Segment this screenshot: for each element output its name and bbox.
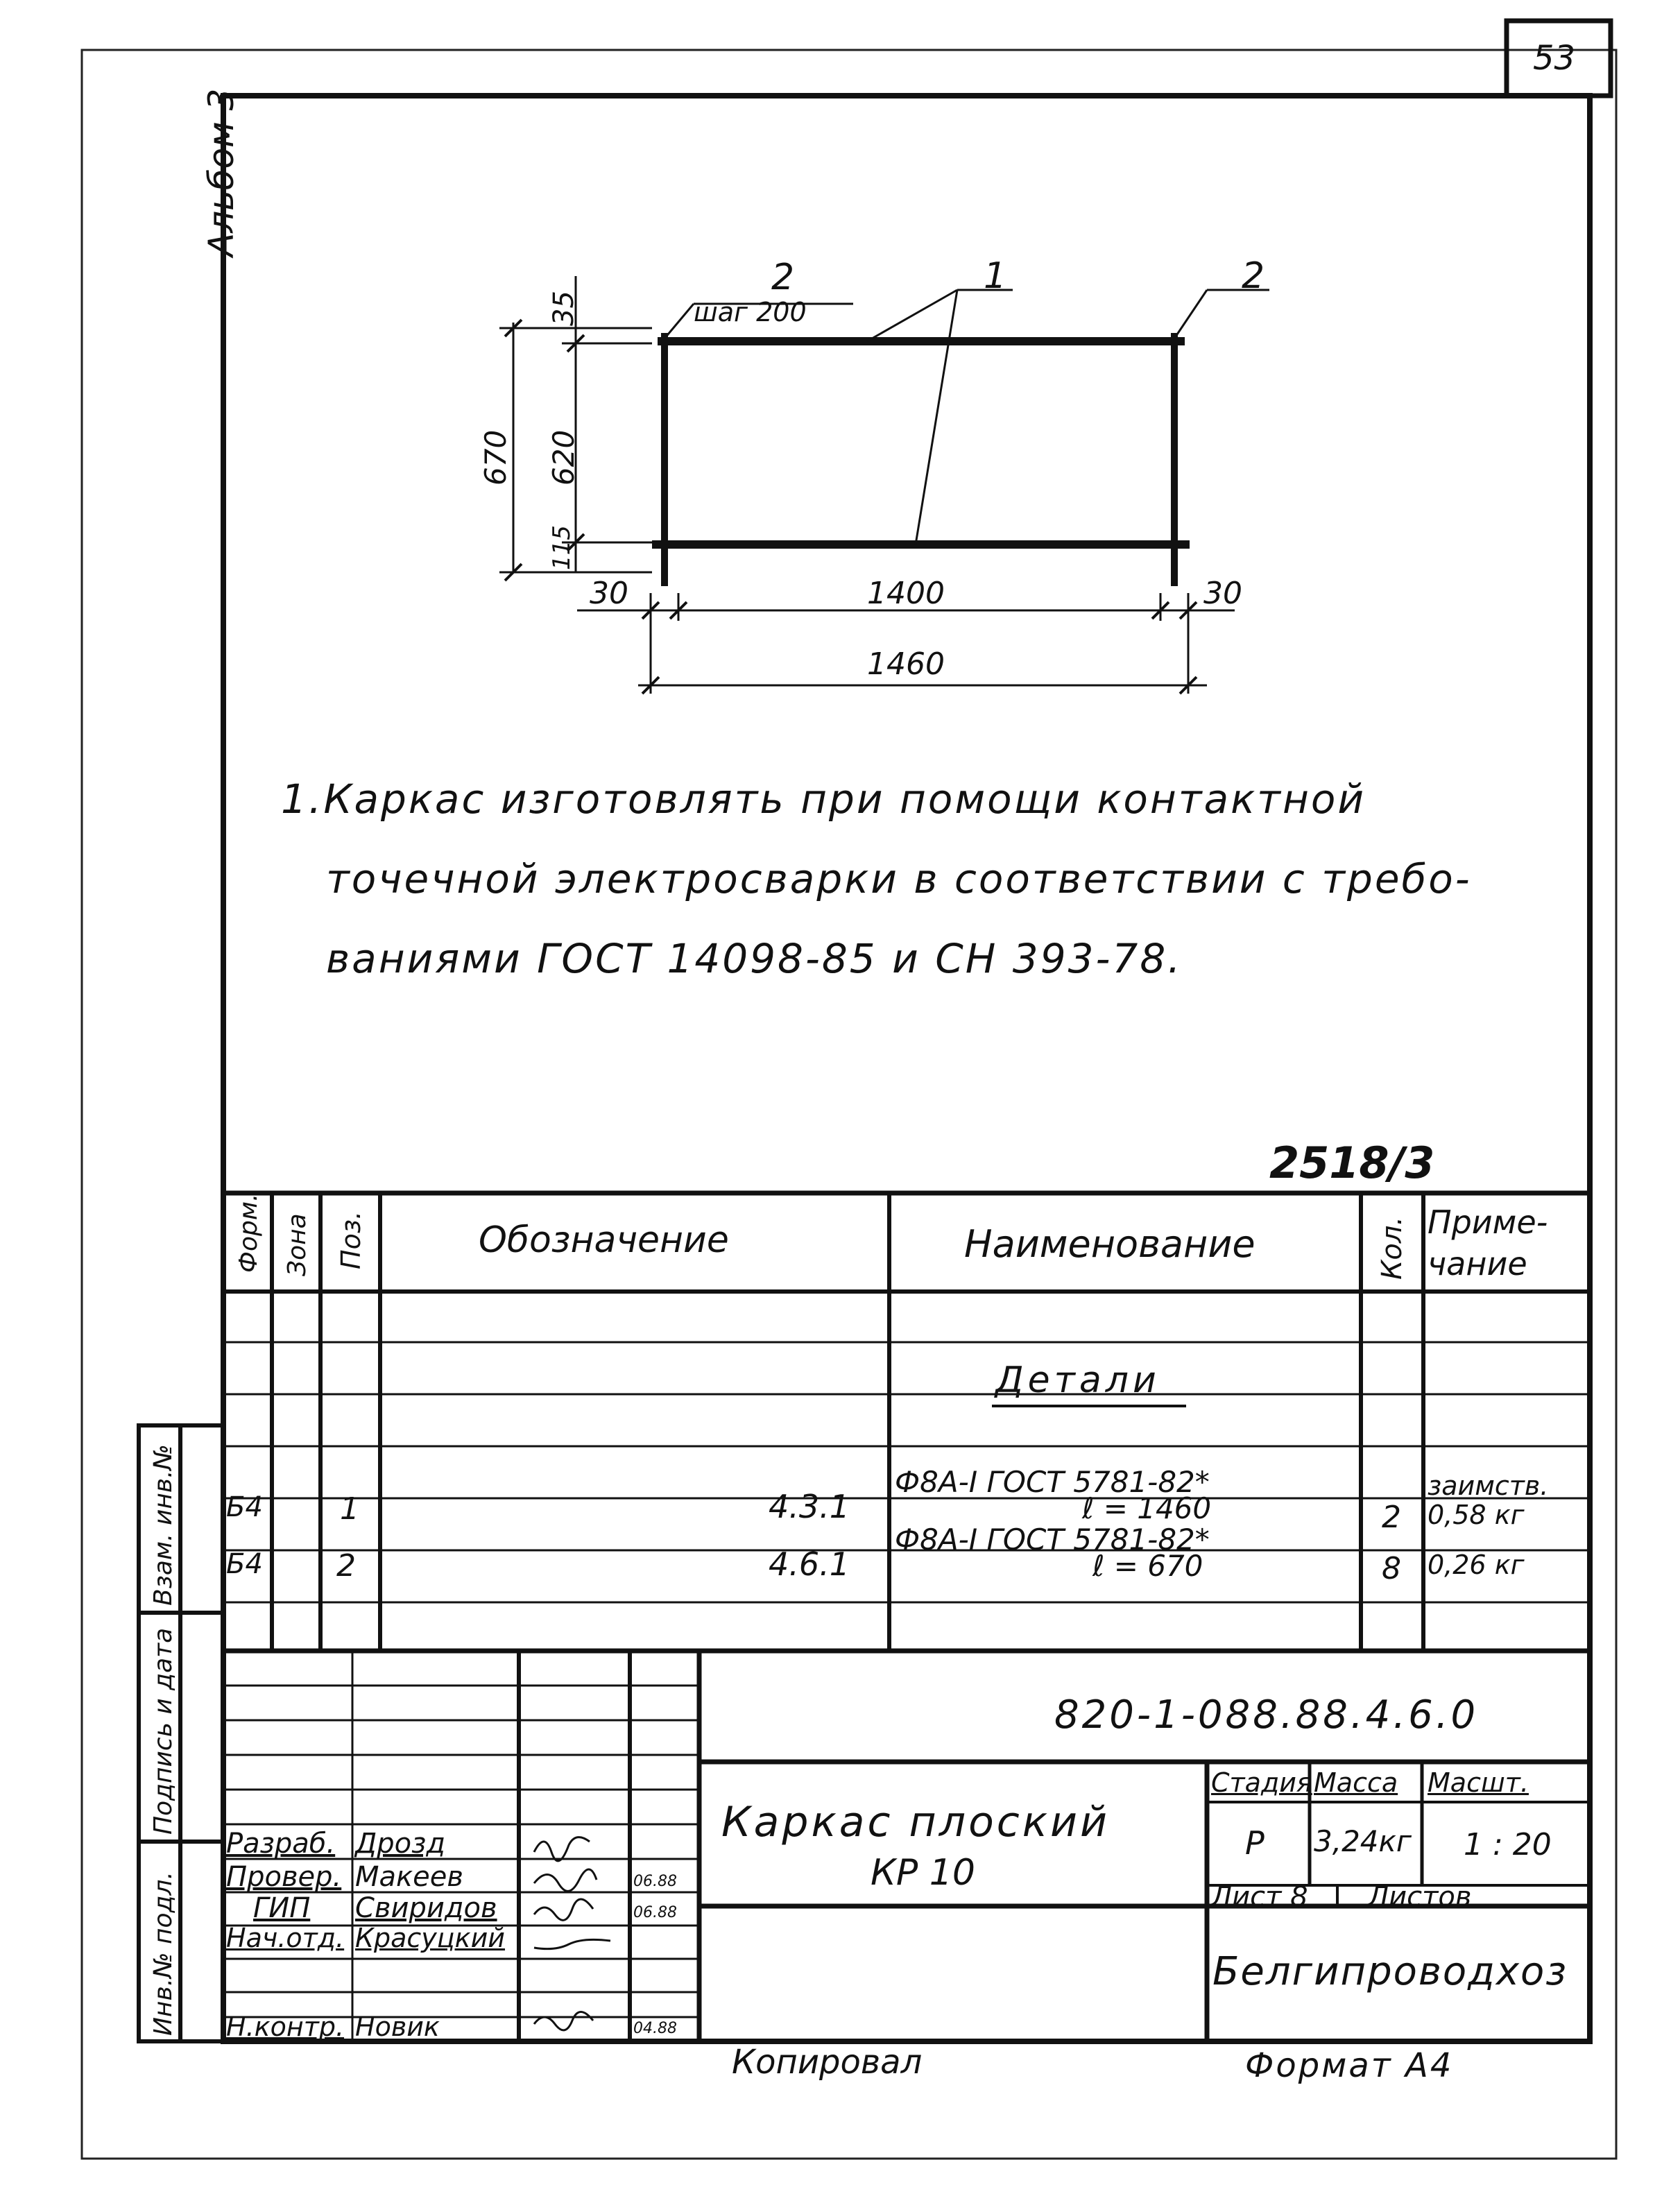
header-form: Форм. [234, 1193, 263, 1273]
pos-1-label: 1 [984, 255, 1007, 297]
sheets-label: Листов [1368, 1881, 1472, 1913]
header-name: Наименование [964, 1222, 1255, 1266]
date-checker: 06.88 [633, 1873, 677, 1890]
row2-qty: 8 [1382, 1551, 1401, 1586]
dim-670: 670 [479, 429, 513, 486]
name-checker: Макеев [355, 1861, 463, 1893]
side-stamp-replace-inv: Взам. инв.№ [149, 1444, 178, 1606]
doc-code: 2518/3 [1269, 1138, 1435, 1188]
row2-note-1: 0,26 кг [1428, 1550, 1525, 1580]
stage-label: Стадия [1211, 1767, 1312, 1798]
header-zone: Зона [283, 1213, 311, 1276]
row2-form: Б4 [226, 1548, 263, 1580]
album-label: Альбом 3 [201, 88, 241, 257]
role-developer: Разраб. [226, 1828, 336, 1860]
role-checker: Провер. [226, 1861, 342, 1893]
sheet-number: 53 [1533, 39, 1576, 78]
pos-2-left-label: 2 [771, 257, 795, 298]
name-chief-engineer: Свиридов [355, 1892, 497, 1924]
sheet-label: Лист 8 [1211, 1881, 1308, 1913]
note-line-1: 1.Каркас изготовлять при помощи контактной [281, 775, 1366, 823]
row1-form: Б4 [226, 1491, 263, 1523]
dim-620: 620 [547, 429, 581, 486]
note-line-2: точечной электросварки в соответствии с требо- [326, 855, 1472, 902]
row1-designation: 4.3.1 [769, 1488, 850, 1525]
side-stamp-sign-date: Подпись и дата [149, 1627, 178, 1835]
row2-name-1: Ф8А-I ГОСТ 5781-82* [895, 1523, 1210, 1557]
footer-format: Формат А4 [1245, 2046, 1454, 2085]
role-dept-head: Нач.отд. [226, 1923, 345, 1953]
dim-115: 115 [548, 525, 576, 570]
row1-note-1: заимств. [1428, 1471, 1549, 1501]
row2-designation: 4.6.1 [769, 1545, 850, 1583]
role-norm-control: Н.контр. [226, 2012, 345, 2042]
note-line-3: ваниями ГОСТ 14098-85 и СН 393-78. [326, 935, 1183, 982]
name-norm-control: Новик [355, 2012, 440, 2042]
org-name: Белгипроводхоз [1212, 1949, 1568, 1994]
side-stamp-inv-orig: Инв.№ подл. [149, 1871, 178, 2036]
scale-label: Масшт. [1428, 1767, 1529, 1798]
dim-30-left: 30 [590, 576, 628, 611]
row1-qty: 2 [1382, 1500, 1401, 1535]
date-norm-control: 04.88 [633, 2020, 677, 2037]
row1-name-1: Ф8А-I ГОСТ 5781-82* [895, 1465, 1210, 1499]
cage-drawing [499, 276, 1269, 694]
header-designation: Обозначение [479, 1219, 729, 1261]
dim-1400: 1400 [867, 576, 945, 611]
name-dept-head: Красуцкий [355, 1923, 505, 1953]
row1-pos: 1 [340, 1491, 359, 1527]
mass-label: Масса [1314, 1767, 1398, 1798]
dim-30-right: 30 [1203, 576, 1242, 611]
title-code: 820-1-088.88.4.6.0 [1054, 1692, 1479, 1738]
header-qty: Кол. [1376, 1216, 1408, 1280]
title-line-1: Каркас плоский [721, 1798, 1111, 1846]
name-developer: Дрозд [355, 1828, 446, 1860]
row2-pos: 2 [336, 1548, 356, 1584]
stage-value: Р [1245, 1824, 1265, 1862]
row1-name-2: ℓ = 1460 [1082, 1491, 1212, 1525]
dim-35: 35 [548, 291, 580, 326]
mass-value: 3,24кг [1314, 1824, 1412, 1858]
header-note-1: Приме- [1428, 1203, 1548, 1241]
row2-name-2: ℓ = 670 [1092, 1549, 1203, 1583]
title-line-2: КР 10 [871, 1852, 975, 1894]
section-title: Детали [995, 1360, 1160, 1401]
dim-1460: 1460 [867, 646, 945, 682]
scale-value: 1 : 20 [1464, 1827, 1552, 1862]
role-chief-engineer: ГИП [253, 1892, 311, 1924]
footer-copied: Копировал [732, 2043, 923, 2082]
header-pos: Поз. [336, 1210, 366, 1269]
main-frame [223, 96, 1590, 2041]
step-label: шаг 200 [694, 297, 807, 327]
pos-2-right-label: 2 [1242, 255, 1265, 297]
date-chief-engineer: 06.88 [633, 1904, 677, 1921]
row1-note-2: 0,58 кг [1428, 1500, 1525, 1530]
header-note-2: чание [1428, 1245, 1527, 1283]
